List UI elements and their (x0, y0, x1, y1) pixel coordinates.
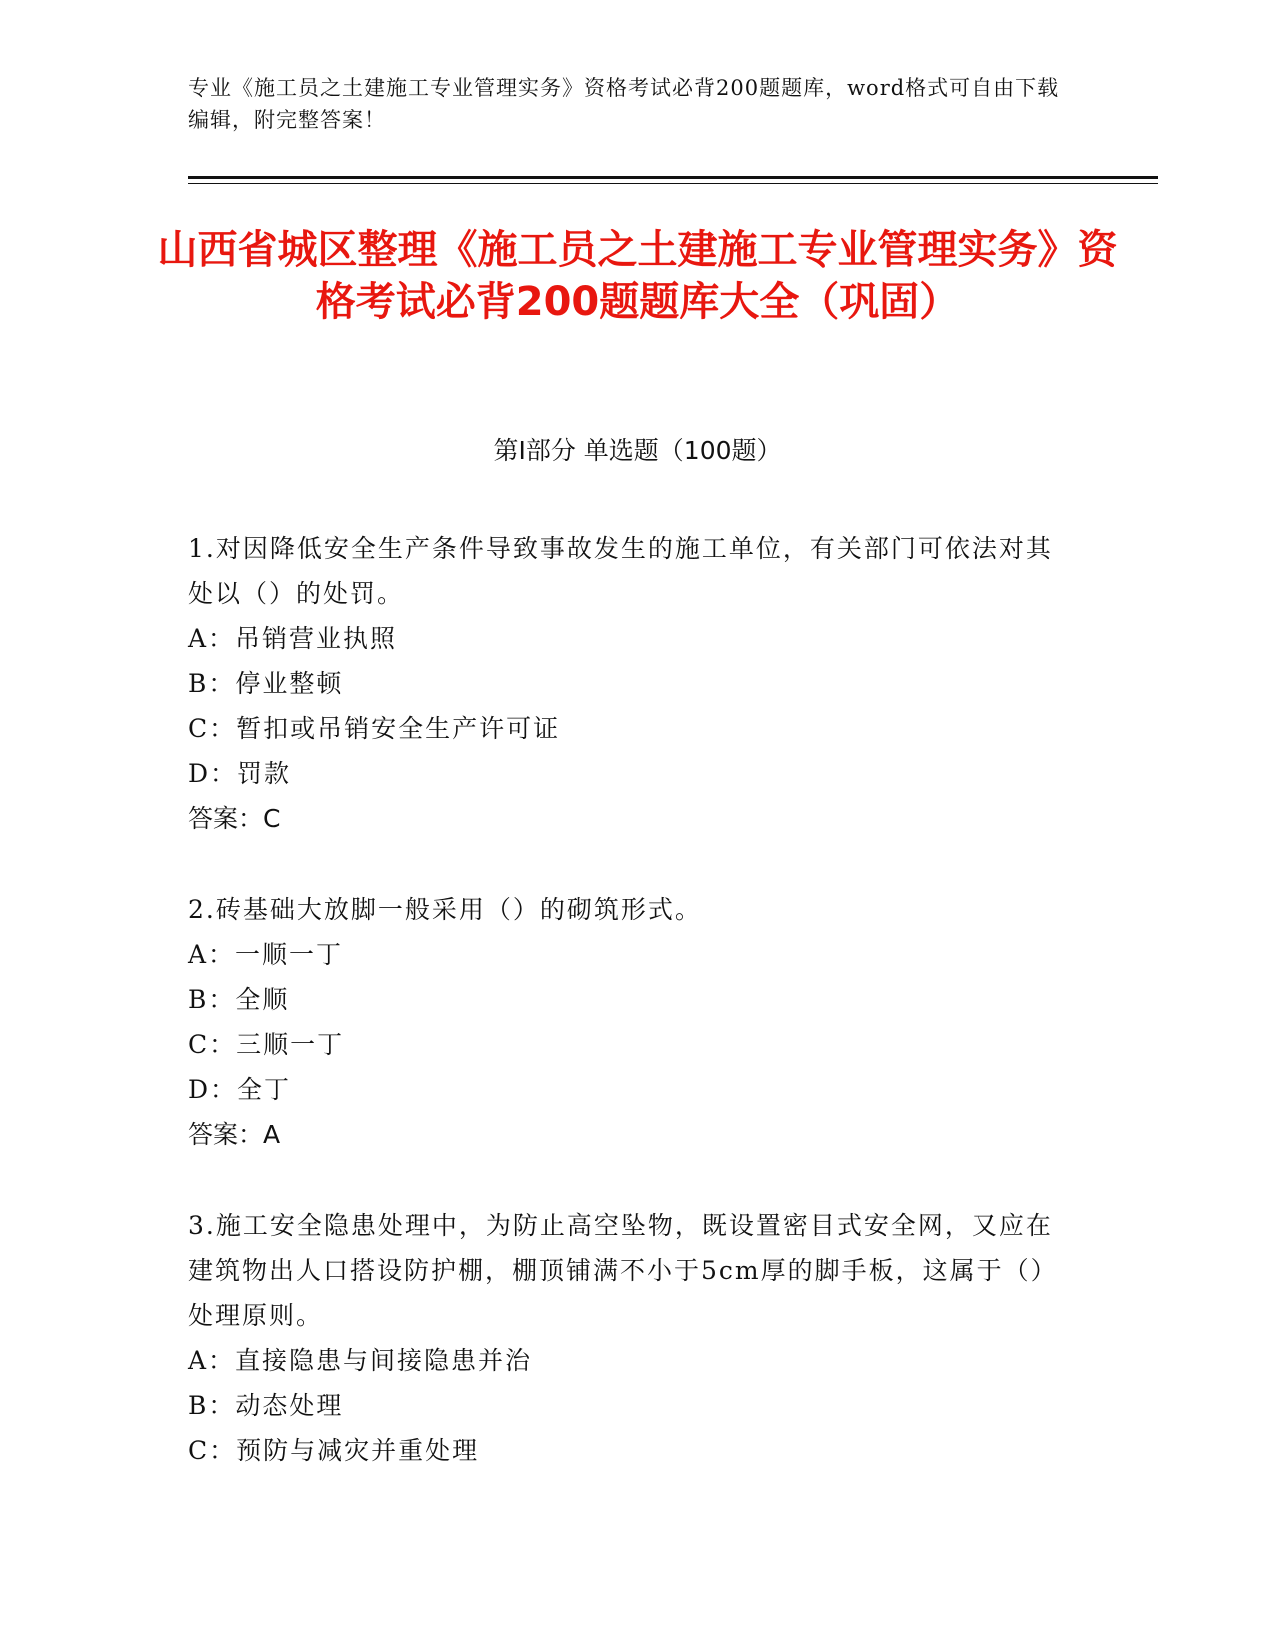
question-stem: 2.砖基础大放脚一般采用（）的砌筑形式。 (188, 895, 702, 924)
option-c: C：三顺一丁 (188, 1030, 345, 1059)
option-c: C：预防与减灾并重处理 (188, 1436, 480, 1465)
option-c: C：暂扣或吊销安全生产许可证 (188, 714, 561, 743)
header-note: 专业《施工员之土建施工专业管理实务》资格考试必背200题题库，word格式可自由下载编辑，附完整答案！ (188, 76, 1060, 132)
question-2 (188, 887, 1068, 1157)
question-3 (188, 1203, 1068, 1473)
question-stem: 3.施工安全隐患处理中，为防止高空坠物，既设置密目式安全网，又应在建筑物出人口搭设防护棚，棚顶铺满不小于5cm厚的脚手板，这属于（）处理原则。 (188, 1211, 1058, 1330)
option-a: A：一顺一丁 (188, 940, 344, 969)
header-rule-thin (188, 183, 1158, 184)
question-list (188, 526, 1068, 1519)
option-b: B：停业整顿 (188, 669, 344, 698)
option-b: B：动态处理 (188, 1391, 344, 1420)
answer: 答案：A (188, 1120, 281, 1149)
document-title: 山西省城区整理《施工员之土建施工专业管理实务》资格考试必背200题题库大全（巩固） (157, 227, 1118, 325)
option-d: D：全丁 (188, 1075, 292, 1104)
section-title: 第I部分 单选题（100题） (493, 436, 782, 465)
question-stem: 1.对因降低安全生产条件导致事故发生的施工单位，有关部门可依法对其处以（）的处罚。 (188, 534, 1053, 608)
option-a: A：吊销营业执照 (188, 624, 398, 653)
option-a: A：直接隐患与间接隐患并治 (188, 1346, 533, 1375)
option-b: B：全顺 (188, 985, 290, 1014)
header-rule-thick (188, 176, 1158, 179)
option-d: D：罚款 (188, 759, 292, 788)
answer: 答案：C (188, 804, 281, 833)
question-1 (188, 526, 1068, 841)
